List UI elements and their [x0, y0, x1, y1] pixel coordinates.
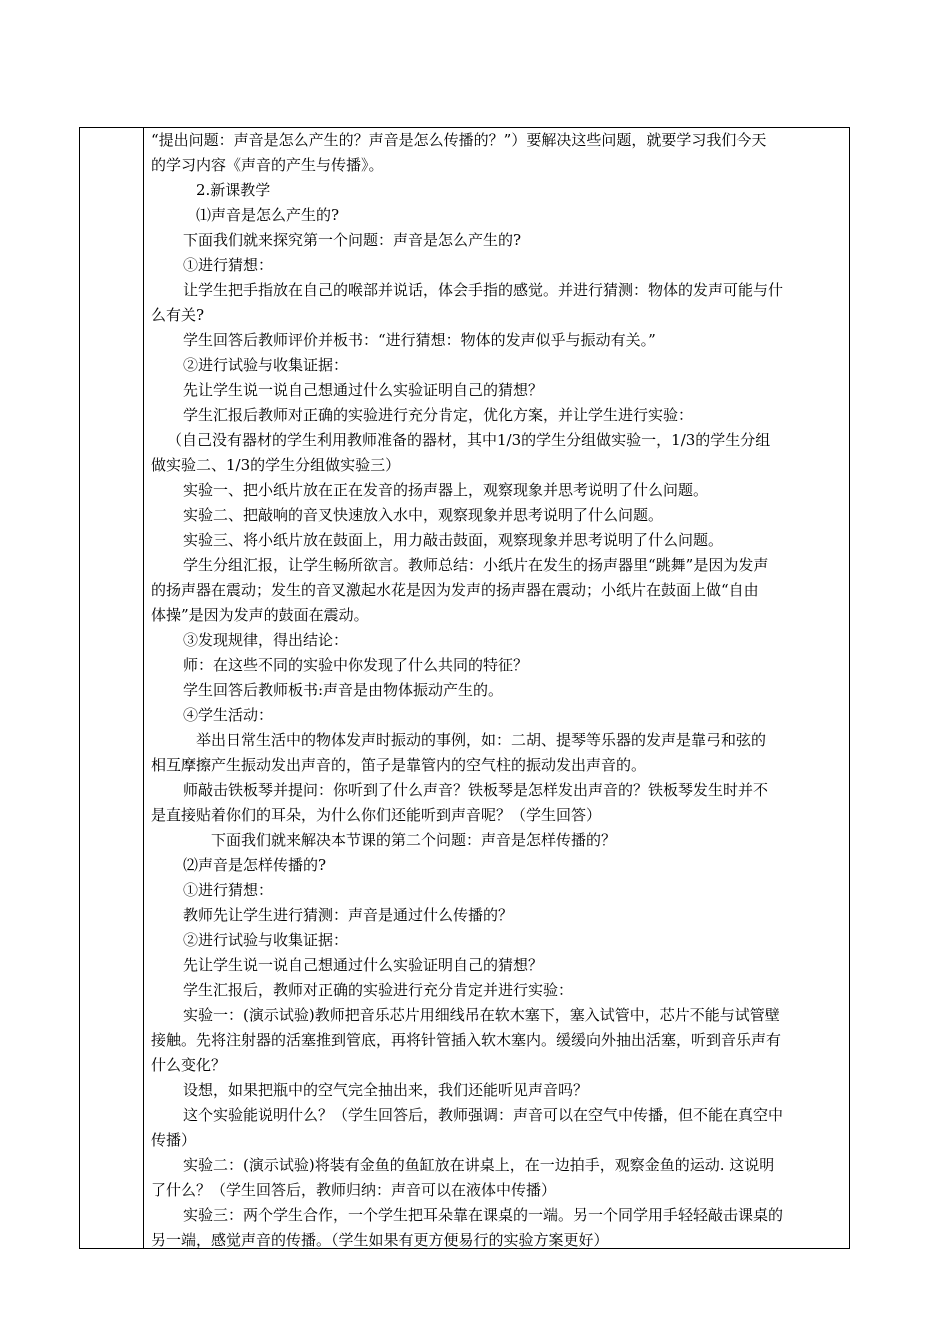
text-line: 实验二：(演示试验)将装有金鱼的鱼缸放在讲桌上，在一边拍手，观察金鱼的运动. 这说明	[183, 1156, 775, 1174]
lesson-content-cell	[144, 128, 849, 1248]
text-line: ④学生活动：	[183, 706, 274, 724]
text-line: ①进行猜想：	[183, 256, 274, 274]
text-line: 师敲击铁板琴并提问：你听到了什么声音？铁板琴是怎样发出声音的？铁板琴发生时并不	[183, 781, 769, 799]
lesson-plan-table	[79, 127, 850, 1249]
left-label-column	[80, 128, 144, 1248]
text-line: 是直接贴着你们的耳朵，为什么你们还能听到声音呢？（学生回答）	[151, 806, 602, 824]
text-line: 接触。先将注射器的活塞推到管底，再将针管插入软木塞内。缓缓向外抽出活塞，听到音乐声有	[151, 1031, 782, 1049]
text-line: 传播）	[151, 1131, 197, 1149]
text-line: 学生汇报后，教师对正确的实验进行充分肯定并进行实验：	[183, 981, 574, 999]
text-line: 了什么？（学生回答后，教师归纳：声音可以在液体中传播）	[151, 1181, 557, 1199]
text-line: 让学生把手指放在自己的喉部并说话，体会手指的感觉。并进行猜测：物体的发声可能与什	[183, 281, 784, 299]
text-line: 相互摩擦产生振动发出声音的，笛子是靠管内的空气柱的振动发出声音的。	[151, 756, 647, 774]
text-line: 2.新课教学	[196, 181, 271, 199]
text-line: 实验二、把敲响的音叉快速放入水中，观察现象并思考说明了什么问题。	[183, 506, 664, 524]
text-line: 学生分组汇报，让学生畅所欲言。教师总结：小纸片在发生的扬声器里“跳舞”是因为发声	[183, 556, 769, 574]
text-line: 么有关?	[151, 306, 205, 324]
text-line: （自己没有器材的学生利用教师准备的器材，其中1/3的学生分组做实验一，1/3的学生分组	[167, 431, 771, 449]
text-line: 实验一：(演示试验)教师把音乐芯片用细线吊在软木塞下，塞入试管中，芯片不能与试管壁	[183, 1006, 780, 1024]
text-line: ②进行试验与收集证据：	[183, 356, 349, 374]
text-line: 学生回答后教师评价并板书：“进行猜想：物体的发声似乎与振动有关。”	[183, 331, 656, 349]
text-line: ②进行试验与收集证据：	[183, 931, 349, 949]
text-line: 先让学生说一说自己想通过什么实验证明自己的猜想？	[183, 956, 544, 974]
text-line: 什么变化？	[151, 1056, 227, 1074]
text-line: 的扬声器在震动；发生的音叉激起水花是因为发声的扬声器在震动；小纸片在鼓面上做“自由	[151, 581, 759, 599]
text-line: 下面我们就来探究第一个问题：声音是怎么产生的?	[183, 231, 522, 249]
text-line: ③发现规律，得出结论：	[183, 631, 349, 649]
text-line: 下面我们就来解决本节课的第二个问题：声音是怎样传播的？	[211, 831, 617, 849]
text-line: 师：在这些不同的实验中你发现了什么共同的特征？	[183, 656, 529, 674]
text-line: ⑴声音是怎么产生的?	[196, 206, 340, 224]
text-line: 学生汇报后教师对正确的实验进行充分肯定，优化方案，并让学生进行实验：	[183, 406, 694, 424]
text-line: 教师先让学生进行猜测：声音是通过什么传播的？	[183, 906, 514, 924]
text-line: 设想，如果把瓶中的空气完全抽出来，我们还能听见声音吗？	[183, 1081, 589, 1099]
text-line: 这个实验能说明什么？（学生回答后，教师强调：声音可以在空气中传播，但不能在真空中	[183, 1106, 784, 1124]
text-line: 学生回答后教师板书:声音是由物体振动产生的。	[183, 681, 504, 699]
text-line: 实验一、把小纸片放在正在发音的扬声器上，观察现象并思考说明了什么问题。	[183, 481, 709, 499]
text-line: ①进行猜想：	[183, 881, 274, 899]
text-line: 实验三、将小纸片放在鼓面上，用力敲击鼓面，观察现象并思考说明了什么问题。	[183, 531, 724, 549]
text-line: 实验三：两个学生合作，一个学生把耳朵靠在课桌的一端。另一个同学用手轻轻敲击课桌的	[183, 1206, 784, 1224]
text-line: 另一端，感觉声音的传播。（学生如果有更方便易行的实验方案更好）	[151, 1231, 609, 1249]
text-line: 体操”是因为发声的鼓面在震动。	[151, 606, 369, 624]
text-line: ⑵声音是怎样传播的?	[183, 856, 327, 874]
text-line: “提出问题：声音是怎么产生的？声音是怎么传播的？”）要解决这些问题，就要学习我们今天	[151, 131, 767, 149]
text-line: 举出日常生活中的物体发声时振动的事例，如：二胡、提琴等乐器的发声是靠弓和弦的	[196, 731, 767, 749]
text-line: 的学习内容《声音的产生与传播》。	[151, 156, 384, 174]
text-line: 做实验二、1/3的学生分组做实验三）	[151, 456, 401, 474]
text-line: 先让学生说一说自己想通过什么实验证明自己的猜想？	[183, 381, 544, 399]
